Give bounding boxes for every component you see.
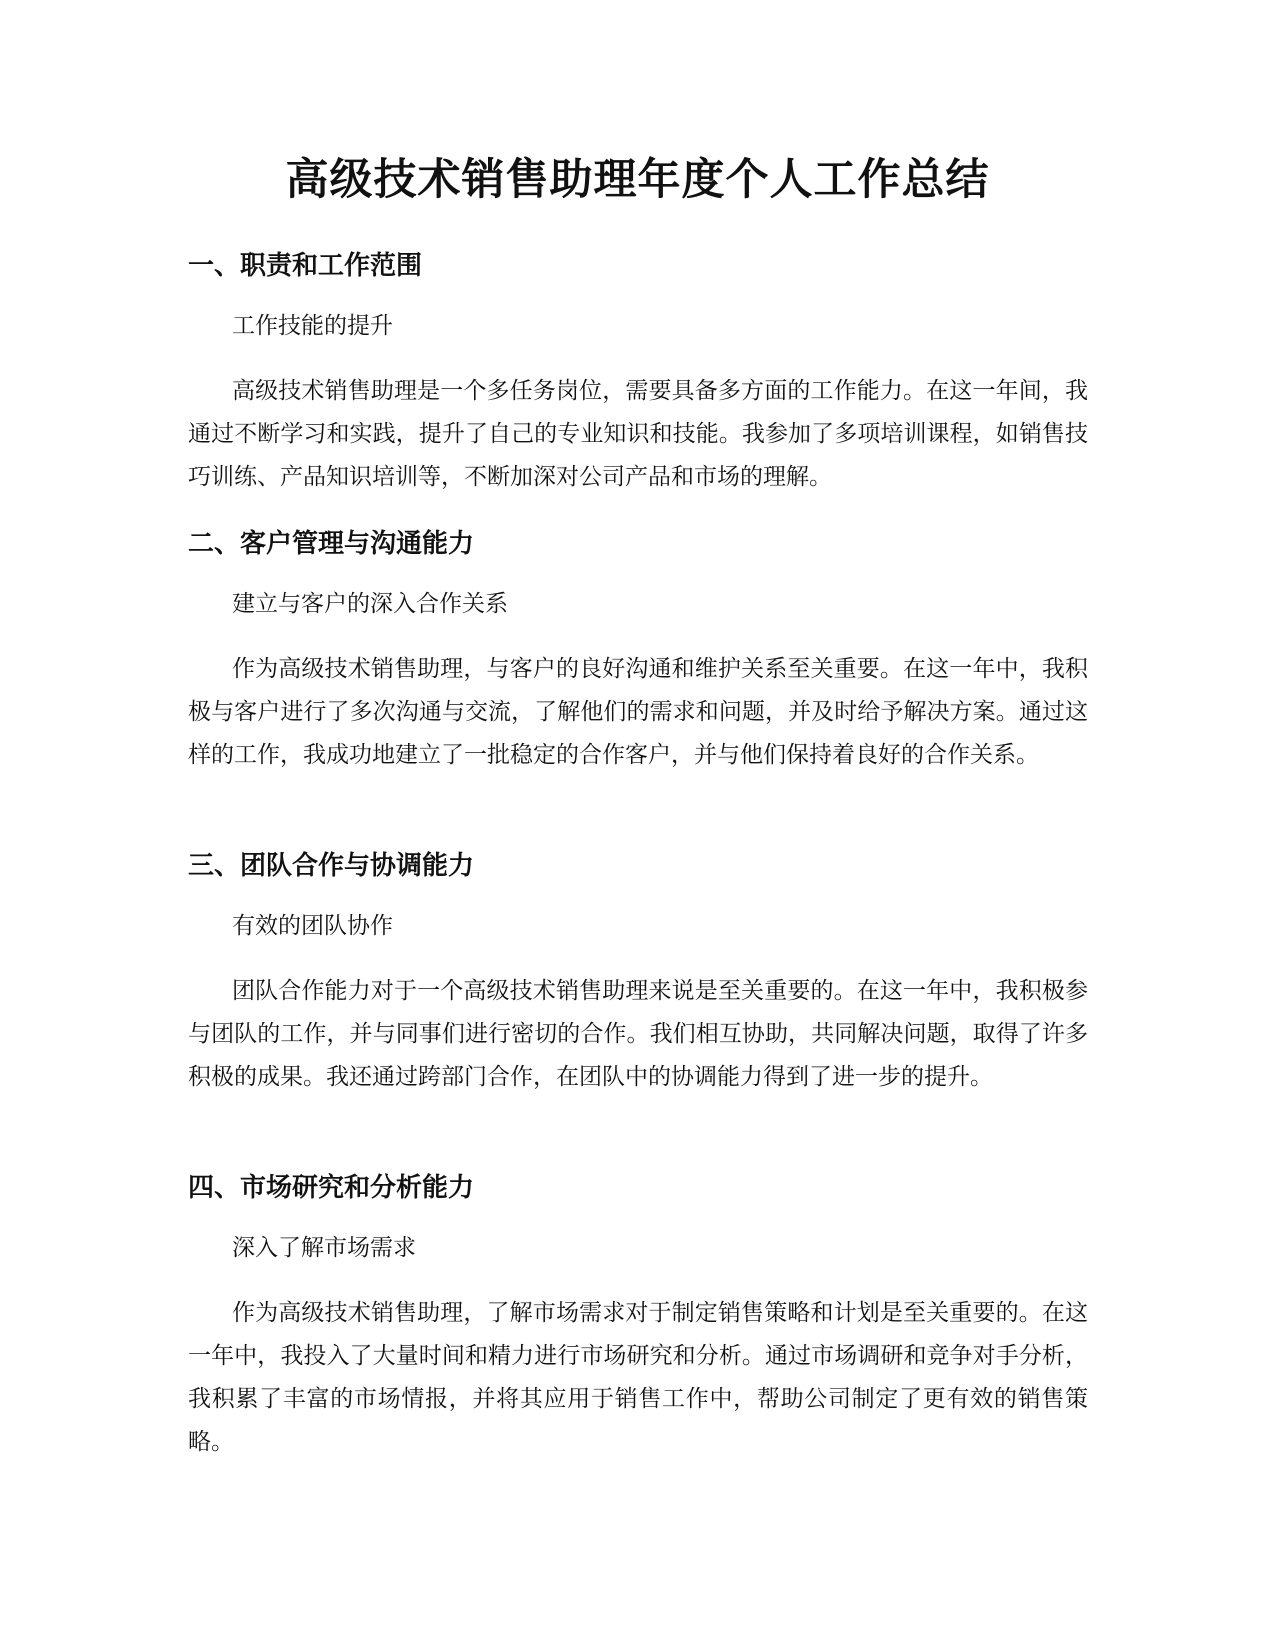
section-paragraph: 团队合作能力对于一个高级技术销售助理来说是至关重要的。在这一年中，我积极参与团队的工作，并与同事们进行密切的合作。我们相互协助，共同解决问题，取得了许多积极的成果。我还通过跨部门合作，在团队中的协调能力得到了进一步的提升。 [188, 978, 1088, 1090]
section-paragraph: 作为高级技术销售助理，了解市场需求对于制定销售策略和计划是至关重要的。在这一年中，我投入了大量时间和精力进行市场研究和分析。通过市场调研和竞争对手分析，我积累了丰富的市场情报，并将其应用于销售工作中，帮助公司制定了更有效的销售策略。 [188, 1300, 1088, 1455]
document-title: 高级技术销售助理年度个人工作总结 [285, 155, 990, 205]
section-heading: 二、客户管理与沟通能力 [188, 529, 475, 559]
section-subheading: 工作技能的提升 [232, 313, 393, 339]
section-subheading: 建立与客户的深入合作关系 [232, 591, 508, 617]
section-paragraph: 作为高级技术销售助理，与客户的良好沟通和维护关系至关重要。在这一年中，我积极与客户进行了多次沟通与交流，了解他们的需求和问题，并及时给予解决方案。通过这样的工作，我成功地建立了一批稳定的合作客户，并与他们保持着良好的合作关系。 [188, 656, 1088, 768]
section-subheading: 深入了解市场需求 [232, 1235, 416, 1261]
section-teamwork [188, 848, 1088, 1099]
section-market-research [188, 1170, 1088, 1464]
section-heading: 三、团队合作与协调能力 [188, 851, 475, 881]
section-responsibilities [188, 248, 1088, 499]
section-customer-management [188, 526, 1088, 777]
section-subheading: 有效的团队协作 [232, 913, 393, 939]
section-paragraph: 高级技术销售助理是一个多任务岗位，需要具备多方面的工作能力。在这一年间，我通过不断学习和实践，提升了自己的专业知识和技能。我参加了多项培训课程，如销售技巧训练、产品知识培训等，不断加深对公司产品和市场的理解。 [188, 378, 1088, 490]
section-heading: 四、市场研究和分析能力 [188, 1173, 475, 1203]
section-heading: 一、职责和工作范围 [188, 251, 423, 281]
